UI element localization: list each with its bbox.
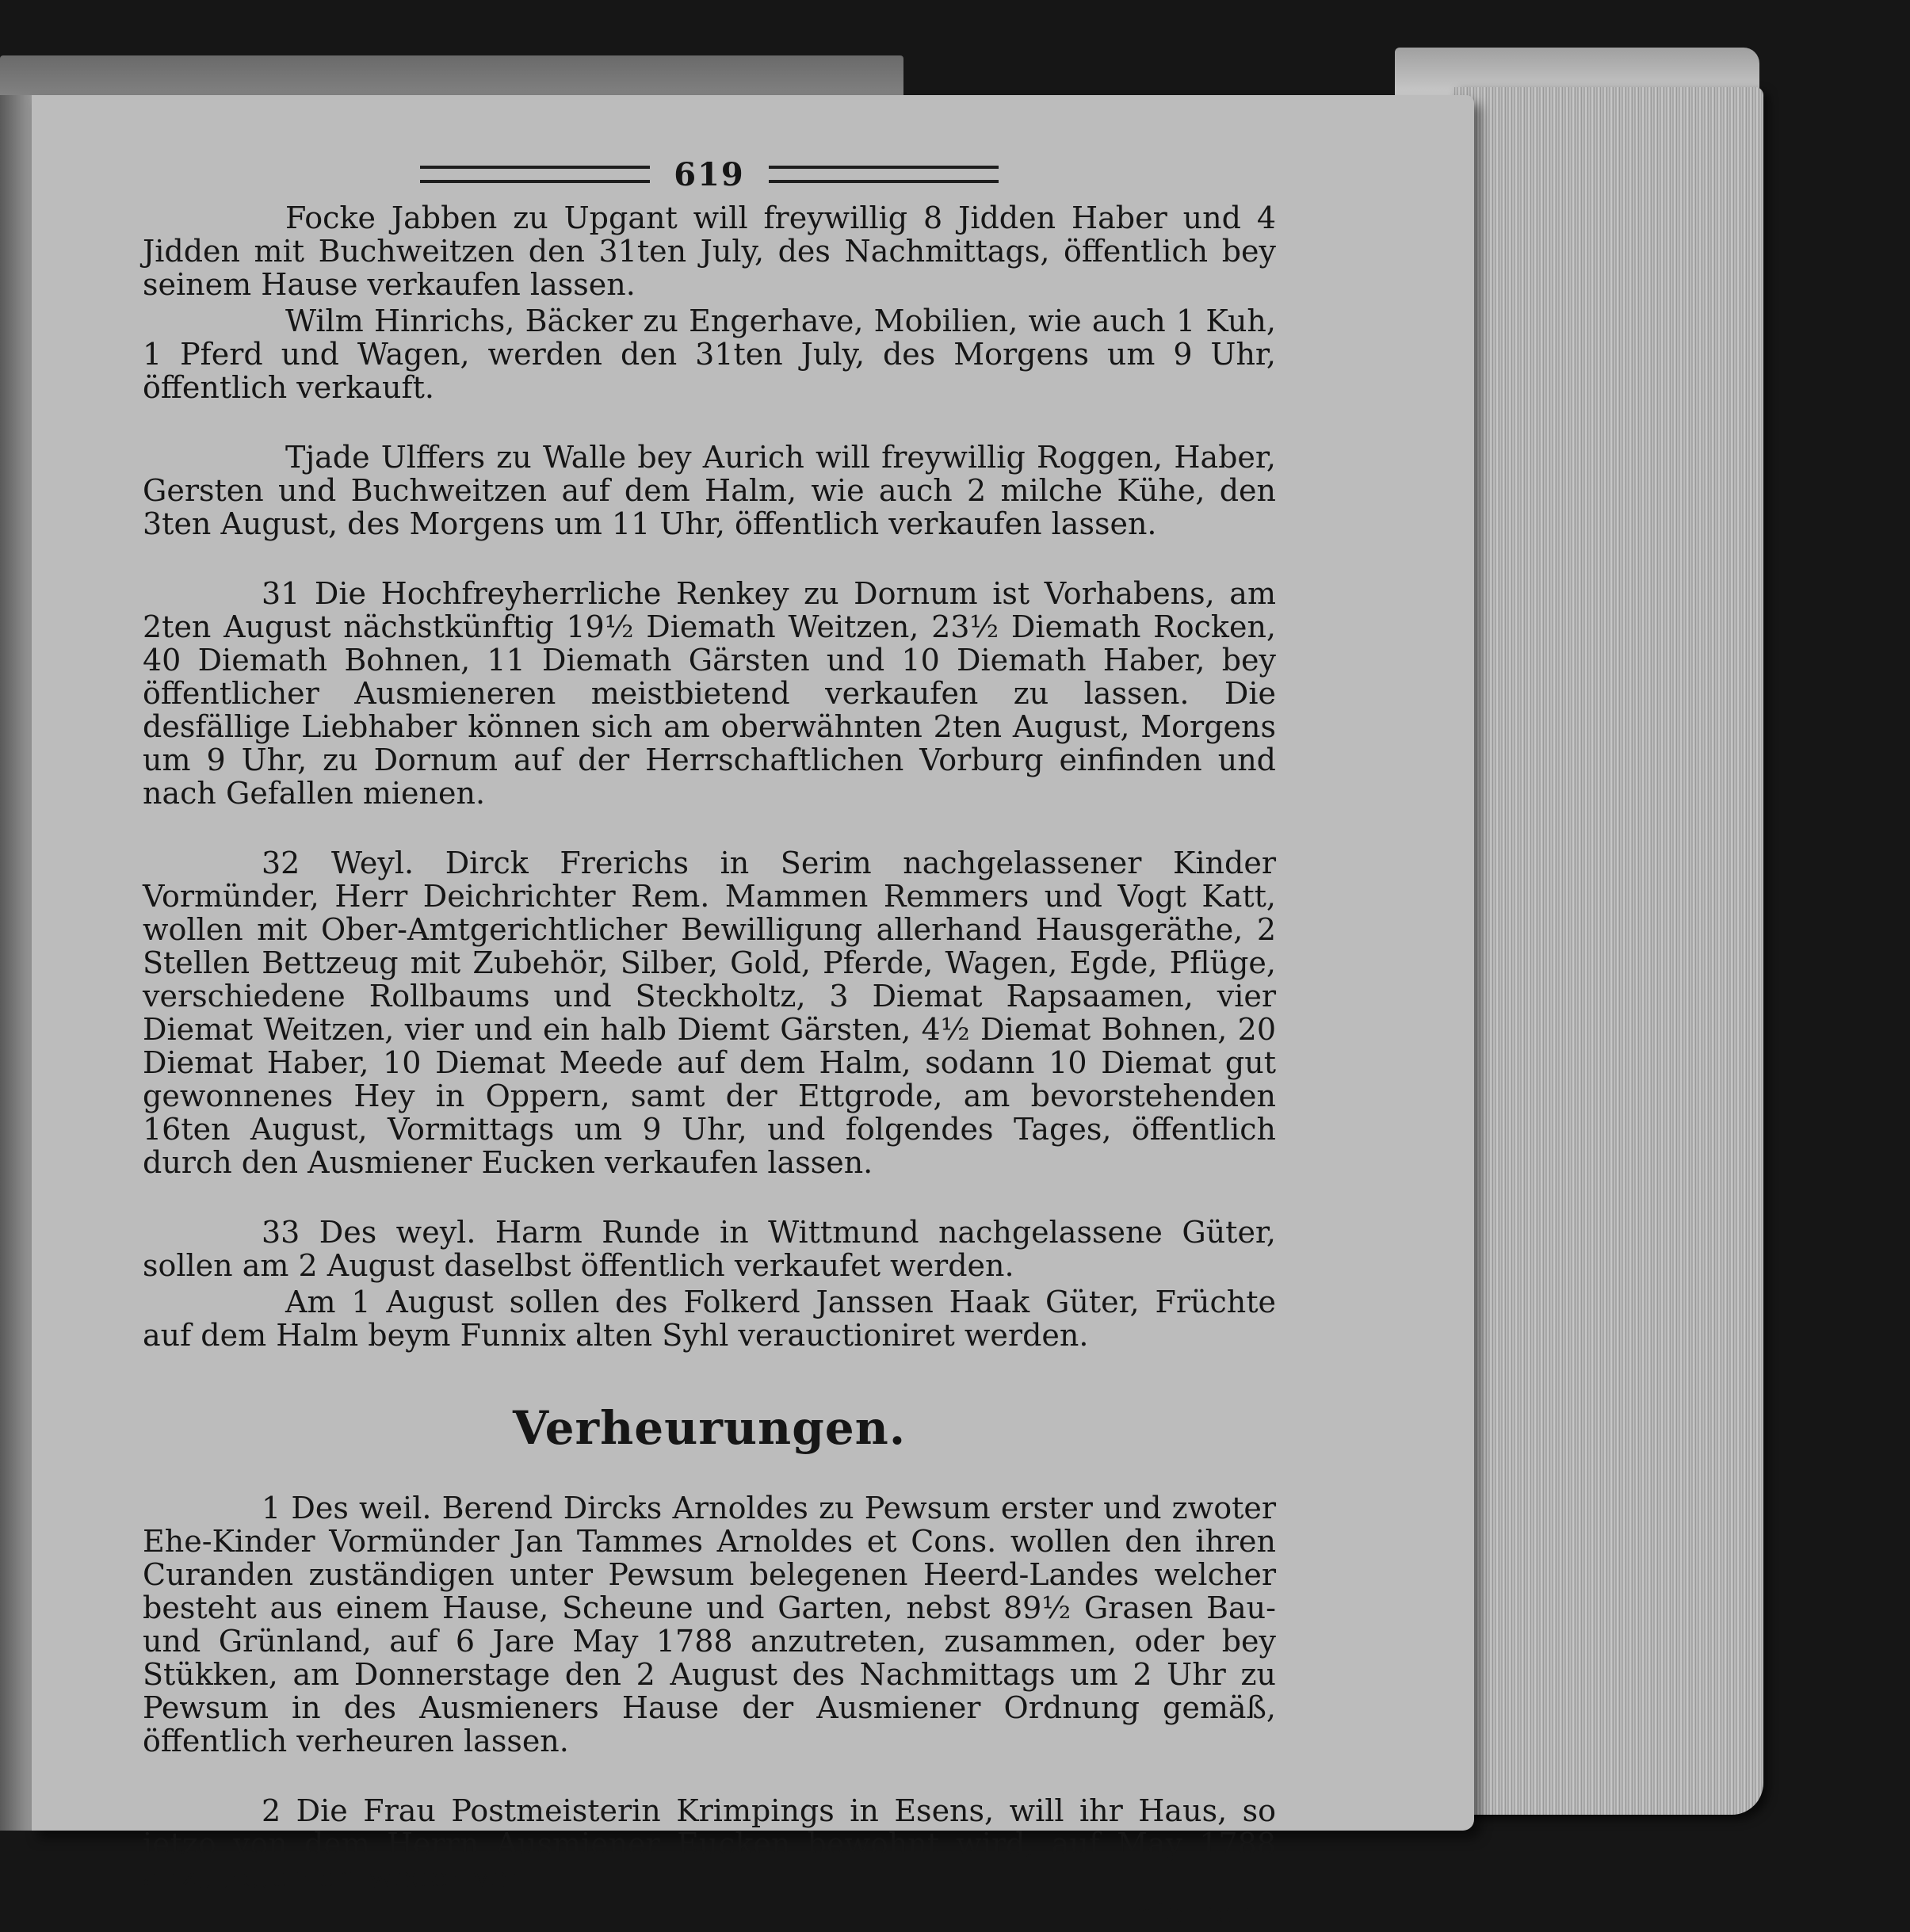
notice-paragraph: Focke Jabben zu Upgant will freywillig 8 Jidden Haber und 4 Jidden mit Buchweitzen den 31ten July, des Nachmittags, öffentlich bey seinem Hause verkaufen lassen.: [143, 200, 1276, 302]
notice-paragraph: Wilm Hinrichs, Bäcker zu Engerhave, Mobilien, wie auch 1 Kuh, 1 Pferd und Wagen, werden den 31ten July, des Morgens um 9 Uhr, öffentlich verkauft.: [143, 304, 1276, 405]
notice-paragraph: 33 Des weyl. Harm Runde in Wittmund nachgelassene Güter, sollen am 2 August daselbst öffentlich verkaufet werden.: [143, 1215, 1276, 1283]
page-number: 619: [674, 155, 745, 193]
header-rule-left: [420, 166, 650, 183]
page-content: [143, 151, 1276, 1930]
rental-paragraph: 2 Die Frau Postmeisterin Krimpings in Esens, will ihr Haus, so ietzo von dem Herrn Ausmiener Eucken bewohnt wird, auf May 1788 anzutreten entweder ver-: [143, 1793, 1276, 1895]
section-heading: Verheurungen.: [512, 1401, 907, 1455]
notice-paragraph: 31 Die Hochfreyherrliche Renkey zu Dornum ist Vorhabens, am 2ten August nächstkünftig 19½ Diemath Weitzen, 23½ Diemath Rocken, 40 Diemath Bohnen, 11 Diemath Gärsten und 10 Diemath Haber, bey öffentlicher Ausmieneren meistbietend verkaufen zu lassen. Die desfällige Liebhaber können sich am oberwähnten 2ten August, Morgens um 9 Uhr, zu Dornum auf der Herrschaftlichen Vorburg einfinden und nach Gefallen mienen.: [143, 576, 1276, 811]
page-header: [143, 151, 1276, 198]
rental-paragraph: 1 Des weil. Berend Dircks Arnoldes zu Pewsum erster und zwoter Ehe-Kinder Vormünder Jan Tammes Arnoldes et Cons. wollen den ihren Curanden zuständigen unter Pewsum belegenen Heerd-Landes welcher besteht aus einem Hause, Scheune und Garten, nebst 89½ Grasen Bau- und Grünland, auf 6 Jare May 1788 anzutreten, zusammen, oder bey Stükken, am Donnerstage den 2 August des Nachmittags um 2 Uhr zu Pewsum in des Ausmieners Hause der Ausmiener Ordnung gemäß, öffentlich verheuren lassen.: [143, 1491, 1276, 1758]
notice-paragraph: Tjade Ulffers zu Walle bey Aurich will freywillig Roggen, Haber, Gersten und Buchweitzen auf dem Halm, wie auch 2 milche Kühe, den 3ten August, des Morgens um 11 Uhr, öffentlich verkaufen lassen.: [143, 440, 1276, 541]
header-rule-right: [769, 166, 999, 183]
page-edges: [1454, 87, 1763, 1815]
notice-paragraph: Am 1 August sollen des Folkerd Janssen Haak Güter, Früchte auf dem Halm beym Funnix alten Syhl verauctioniret werden.: [143, 1285, 1276, 1353]
notice-paragraph: 32 Weyl. Dirck Frerichs in Serim nachgelassener Kinder Vormünder, Herr Deichrichter Rem. Mammen Remmers und Vogt Katt, wollen mit Ober-Amtgerichtlicher Bewilligung allerhand Hausgeräthe, 2 Stellen Bettzeug mit Zubehör, Silber, Gold, Pferde, Wagen, Egde, Pflüge, verschiedene Rollbaums und Steckholtz, 3 Diemat Rapsaamen, vier Diemat Weitzen, vier und ein halb Diemt Gärsten, 4½ Diemat Bohnen, 20 Diemat Haber, 10 Diemat Meede auf dem Halm, sodann 10 Diemat gut gewonnenes Hey in Oppern, samt der Ettgrode, am bevorstehenden 16ten August, Vormittags um 9 Uhr, und folgendes Tages, öffentlich durch den Ausmiener Eucken verkaufen lassen.: [143, 846, 1276, 1180]
catchword: miethen: [1127, 1896, 1252, 1930]
